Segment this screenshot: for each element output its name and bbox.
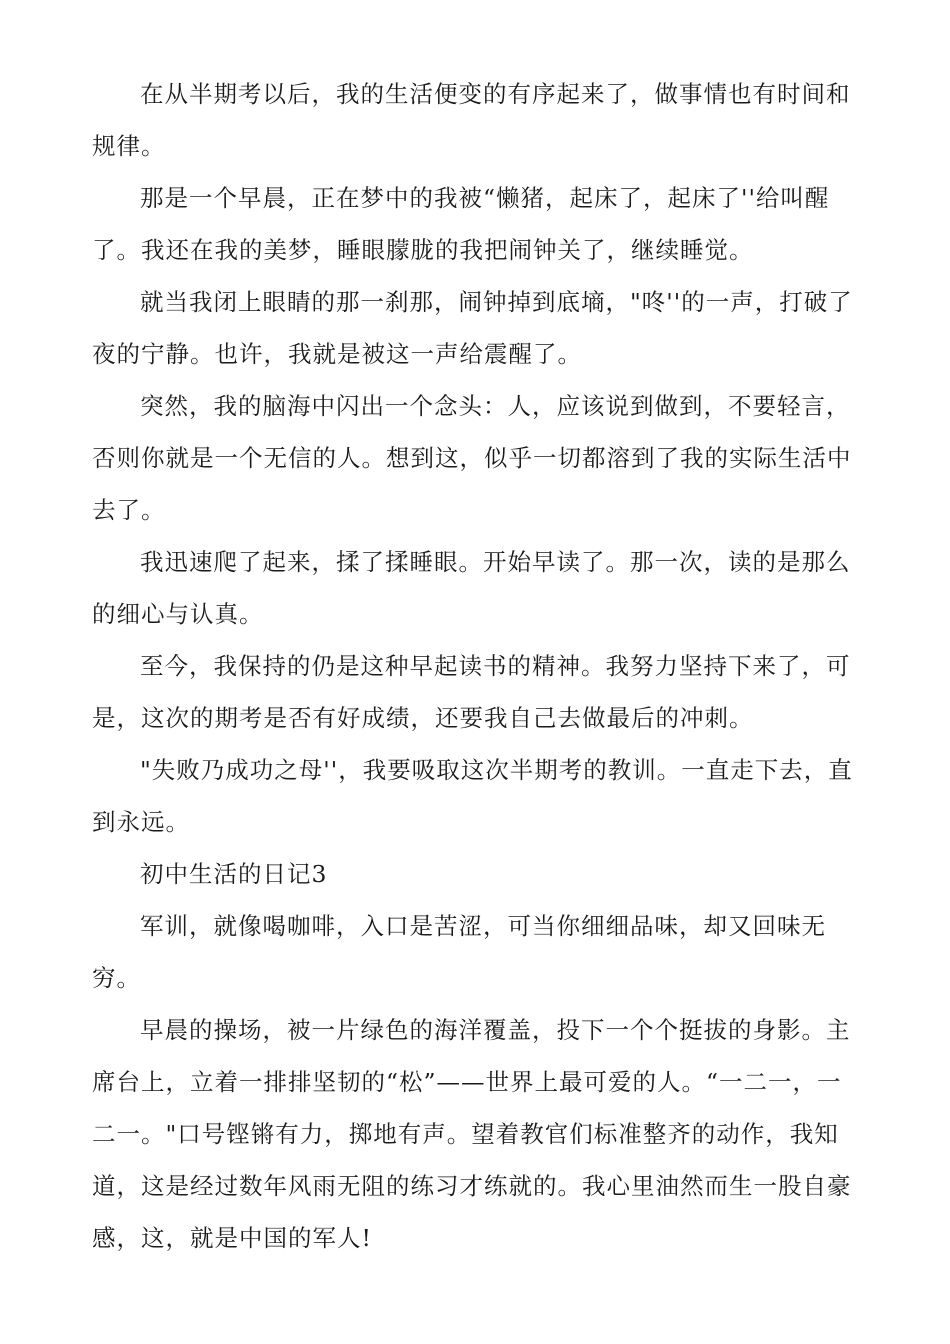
paragraph-9: 早晨的操场，被一片绿色的海洋覆盖，投下一个个挺拔的身影。主席台上，立着一排排坚韧的“松”——世界上最可爱的人。“一二一，一二一。"口号铿锵有力，掷地有声。望着教官们标准整齐的动作，我知道，这是经过数年风雨无阻的练习才练就的。我心里油然而生一股自豪感，这，就是中国的军人!: [92, 1016, 852, 1252]
paragraph-6: 至今，我保持的仍是这种早起读书的精神。我努力坚持下来了，可是，这次的期考是否有好成绩，还要我自己去做最后的冲刺。: [92, 652, 851, 732]
paragraph-7: "失败乃成功之母''，我要吸取这次半期考的教训。一直走下去，直到永远。: [92, 756, 853, 836]
paragraph-1: 在从半期考以后，我的生活便变的有序起来了，做事情也有时间和规律。: [92, 80, 851, 160]
paragraph-5: 我迅速爬了起来，揉了揉睡眼。开始早读了。那一次，读的是那么的细心与认真。: [92, 548, 851, 628]
paragraph-2: 那是一个早晨，正在梦中的我被“懒猪，起床了，起床了''给叫醒了。我还在我的美梦，睡眼朦胧的我把闹钟关了，继续睡觉。: [92, 184, 830, 264]
section-heading: 初中生活的日记3: [140, 860, 328, 888]
paragraph-3: 就当我闭上眼睛的那一刹那，闹钟掉到底墒，"咚''的一声，打破了夜的宁静。也许，我就是被这一声给震醒了。: [92, 288, 853, 368]
document-page: [92, 68, 862, 1264]
paragraph-8: 军训，就像喝咖啡，入口是苦涩，可当你细细品味，却又回味无穷。: [92, 912, 826, 992]
paragraph-4: 突然，我的脑海中闪出一个念头：人，应该说到做到，不要轻言，否则你就是一个无信的人。想到这，似乎一切都溶到了我的实际生活中去了。: [92, 392, 852, 524]
